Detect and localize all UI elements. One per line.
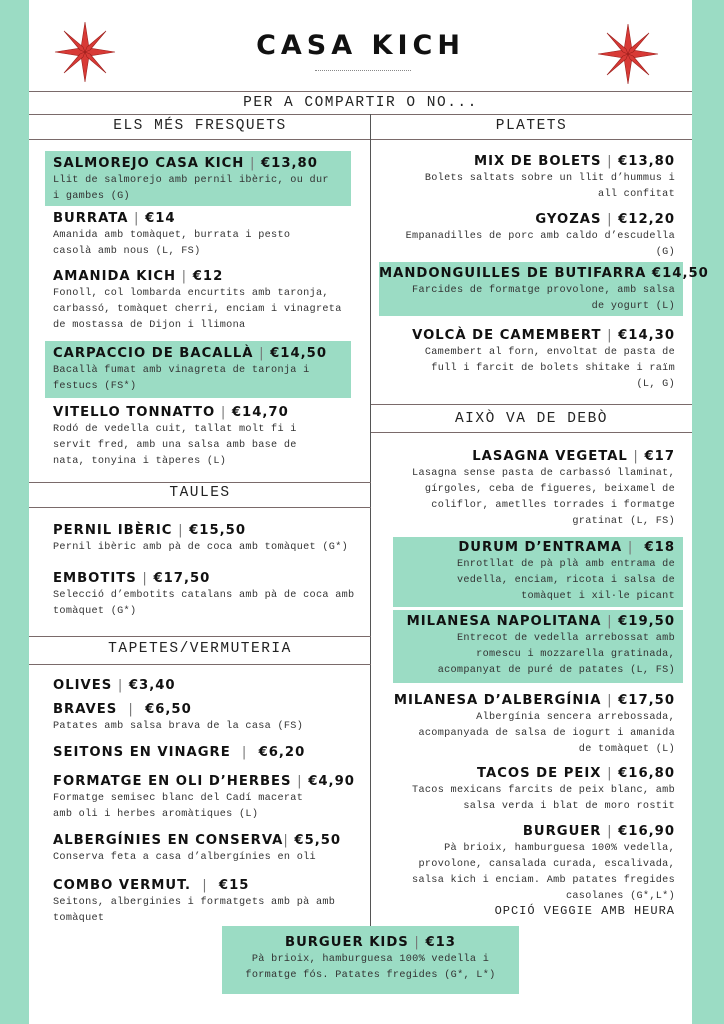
title-underline <box>315 70 411 71</box>
item-desc: Formatge semisec blanc del Cadí macerat amb oli i herbes aromàtiques (L) <box>53 793 304 820</box>
item-desc: Bolets saltats sobre un llit d’hummus i all confitat <box>424 173 675 200</box>
item-name: TACOS DE PEIX <box>477 766 602 781</box>
item-name: MILANESA D’ALBERGÍNIA <box>393 693 602 708</box>
divider <box>371 432 692 433</box>
item-desc: Lasagna sense pasta de carbassó llaminat, gírgoles, ceba de figueres, beixamel de coliflor, ametlles torrades i formatge gratinat (L, FS) <box>412 468 675 527</box>
section-title-debo: AIXÒ VA DE DEBÒ <box>454 411 609 427</box>
item-name: ALBERGÍNIES EN CONSERVA <box>53 833 284 848</box>
divider <box>29 636 371 637</box>
item-name: OLIVES <box>53 678 113 693</box>
item-price: €17,50 <box>153 571 211 586</box>
item-price: €4,90 <box>308 774 355 789</box>
menu-item-lasagna: LASAGNA VEGETAL | €17 Lasagna sense pasta de carbassó llaminat, gírgoles, ceba de figueres, beixamel de coliflor, ametlles torrades i formatge gratinat (L, FS) <box>384 448 675 530</box>
item-name: DURUM D’ENTRAMA <box>458 540 623 555</box>
menu-item-salmorejo: SALMOREJO CASA KICH | €13,80 Llit de salmorejo amb pernil ibèric, ou dur i gambes (G) <box>45 151 351 206</box>
item-name: LASAGNA VEGETAL <box>472 449 628 464</box>
menu-item-durum: DURUM D’ENTRAMA | €18 Enrotllat de pà plà amb entrama de vedella, enciam, ricota i salsa de tomàquet i xil·le picant <box>393 537 683 607</box>
menu-item-mandonguilles <box>379 262 709 316</box>
item-name: BRAVES <box>53 702 118 717</box>
item-name: VITELLO TONNATTO <box>53 405 216 420</box>
item-desc: Patates amb salsa brava de la casa (FS) <box>53 721 304 732</box>
item-desc: Amanida amb tomàquet, burrata i pesto casolà amb nous (L, FS) <box>53 230 291 257</box>
item-name: CARPACCIO DE BACALLÀ <box>53 346 254 361</box>
item-desc: Entrecot de vedella arrebossat amb romescu i mozzarella gratinada, acompanyat de puré de patates (L, FS) <box>437 633 675 676</box>
item-desc: Empanadilles de porc amb caldo d’escudella (G) <box>405 231 675 258</box>
item-price: €16,90 <box>618 824 675 839</box>
item-price: €14 <box>145 211 176 226</box>
item-desc: Farcides de formatge provolone, amb salsa de yogurt (L) <box>412 285 675 312</box>
item-desc: Seitons, alberginies i formatgets amb pà amb tomàquet <box>53 897 336 924</box>
restaurant-title: CASA KICH <box>256 30 465 61</box>
item-name: MIX DE BOLETS <box>473 154 602 169</box>
item-price: €13,80 <box>260 156 318 171</box>
item-price: €19,50 <box>618 614 675 629</box>
item-price: €3,40 <box>128 678 176 693</box>
menu-item-burrata: BURRATA | €14 Amanida amb tomàquet, burrata i pesto casolà amb nous (L, FS) <box>53 210 353 260</box>
item-desc: Llit de salmorejo amb pernil ibèric, ou dur i gambes (G) <box>53 175 329 202</box>
menu-item-formatge: FORMATGE EN OLI D’HERBES | €4,90 Formatge semisec blanc del Cadí macerat amb oli i herbes aromàtiques (L) <box>53 773 353 823</box>
menu-item-milanesa-albergínia: MILANESA D’ALBERGÍNIA | €17,50 Albergínia sencera arrebossada, acompanyada de salsa de iogurt i amanida de tomàquet (L) <box>384 692 675 758</box>
item-price: €14,50 <box>651 266 709 281</box>
item-price: €14,70 <box>231 405 289 420</box>
item-name: FORMATGE EN OLI D’HERBES <box>53 774 292 789</box>
menu-item-gyozas: GYOZAS | €12,20 Empanadilles de porc amb caldo d’escudella (G) <box>384 211 675 261</box>
section-title-taules: TAULES <box>169 485 231 501</box>
divider <box>29 139 692 140</box>
menu-item-pernil: PERNIL IBÈRIC | €15,50 Pernil ibèric amb pà de coca amb tomàquet (G*) <box>53 522 368 556</box>
item-name: BURGUER KIDS <box>285 935 409 950</box>
menu-item-tacos-peix: TACOS DE PEIX | €16,80 Tacos mexicans farcits de peix blanc, amb salsa verda i blat de moro rostit <box>384 765 675 815</box>
item-price: €14,50 <box>270 346 327 361</box>
item-desc: Tacos mexicans farcits de peix blanc, amb salsa verda i blat de moro rostit <box>412 785 675 812</box>
item-price: €15 <box>218 878 250 893</box>
menu-item-embotits: EMBOTITS | €17,50 Selecció d’embotits catalans amb pà de coca amb tomàquet (G*) <box>53 570 368 620</box>
item-price: €17 <box>644 449 675 464</box>
divider <box>371 404 692 405</box>
item-name: GYOZAS <box>535 212 602 227</box>
menu-item-burguer-kids: BURGUER KIDS | €13 Pà brioix, hamburguesa 100% vedella i formatge fós. Patates fregides (G*, L*) <box>222 926 519 994</box>
item-name: AMANIDA KICH <box>53 269 177 284</box>
menu-item-seitons: SEITONS EN VINAGRE | €6,20 <box>53 745 306 760</box>
divider <box>29 114 692 115</box>
divider <box>29 482 371 483</box>
item-price: €17,50 <box>618 693 675 708</box>
menu-item-combo-vermut: COMBO VERMUT. | €15 Seitons, alberginies i formatgets amb pà amb tomàquet <box>53 877 363 927</box>
item-desc: Bacallà fumat amb vinagreta de taronja i festucs (FS*) <box>53 365 310 392</box>
item-price: €14,30 <box>618 328 675 343</box>
item-desc: Albergínia sencera arrebossada, acompanyada de salsa de iogurt i amanida de tomàquet (L) <box>418 712 675 755</box>
item-desc: Enrotllat de pà plà amb entrama de vedella, enciam, ricota i salsa de tomàquet i xil·le picant <box>456 559 675 602</box>
item-name: SALMOREJO CASA KICH <box>53 156 245 171</box>
section-title-tapetes: TAPETES/VERMUTERIA <box>108 641 292 657</box>
menu-item-burguer: BURGUER | €16,90 Pà brioix, hamburguesa 100% vedella, provolone, cansalada curada, escalivada, salsa kich i enciam. Amb patates fregides casolanes (G*,L*) <box>384 823 675 905</box>
subtitle: PER A COMPARTIR O NO... <box>243 95 478 111</box>
item-price: €15,50 <box>189 523 247 538</box>
menu-item-braves: BRAVES | €6,50 Patates amb salsa brava de la casa (FS) <box>53 701 353 735</box>
item-name: VOLCÀ DE CAMEMBERT <box>412 328 602 343</box>
menu-item-olives: OLIVES | €3,40 <box>53 678 176 693</box>
menu-item-amanida-kich: AMANIDA KICH | €12 Fonoll, col lombarda encurtits amb taronja, carbassó, tomàquet cherri, enciam i vinagreta de mostassa de Dijon i llimona <box>53 268 363 334</box>
item-price: €16,80 <box>618 766 675 781</box>
item-price: €6,20 <box>258 745 306 760</box>
divider <box>29 91 692 92</box>
item-desc: Pernil ibèric amb pà de coca amb tomàquet (G*) <box>53 542 349 553</box>
item-price: €18 <box>644 540 675 555</box>
menu-item-volca-camembert: VOLCÀ DE CAMEMBERT | €14,30 Camembert al forn, envoltat de pasta de full i farcit de bolets shitake i raïm (L, G) <box>384 327 675 393</box>
section-title-fresquets: ELS MÉS FRESQUETS <box>113 118 287 134</box>
item-name: PERNIL IBÈRIC <box>53 523 173 538</box>
item-desc: Fonoll, col lombarda encurtits amb taronja, carbassó, tomàquet cherri, enciam i vinagreta de mostassa de Dijon i llimona <box>53 288 342 331</box>
menu-item-albergínies: ALBERGÍNIES EN CONSERVA| €5,50 Conserva feta a casa d’albergínies en oli <box>53 832 363 866</box>
menu-paper <box>29 0 709 1024</box>
item-price: €6,50 <box>145 702 192 717</box>
menu-item-vitello: VITELLO TONNATTO | €14,70 Rodó de vedella cuit, tallat molt fi i servit fred, amb una salsa amb base de nata, tonyina i tàperes (L) <box>53 404 353 470</box>
item-desc: Pà brioix, hamburguesa 100% vedella i formatge fós. Patates fregides (G*, L*) <box>245 954 496 981</box>
divider <box>29 664 371 665</box>
menu-item-carpaccio: CARPACCIO DE BACALLÀ | €14,50 Bacallà fumat amb vinagreta de taronja i festucs (FS*) <box>45 341 351 398</box>
divider <box>29 507 371 508</box>
item-desc: Selecció d’embotits catalans amb pà de coca amb tomàquet (G*) <box>53 590 355 617</box>
menu-item-mix-bolets: MIX DE BOLETS | €13,80 Bolets saltats sobre un llit d’hummus i all confitat <box>384 153 675 203</box>
item-name: SEITONS EN VINAGRE <box>53 745 231 760</box>
item-name: MANDONGUILLES DE BUTIFARRA <box>379 266 647 281</box>
item-price: €12,20 <box>618 212 675 227</box>
item-name: EMBOTITS <box>53 571 137 586</box>
item-price: €12 <box>192 269 224 284</box>
item-desc: Pà brioix, hamburguesa 100% vedella, provolone, cansalada curada, escalivada, salsa kich i enciam. Amb patates fregides casolanes (G*,L*) <box>412 843 675 902</box>
item-name: MILANESA NAPOLITANA <box>406 614 602 629</box>
item-desc: Rodó de vedella cuit, tallat molt fi i servit fred, amb una salsa amb base de nata, tonyina i tàperes (L) <box>53 424 297 467</box>
item-name: BURRATA <box>53 211 129 226</box>
item-price: €13,80 <box>618 154 675 169</box>
column-divider <box>370 114 371 926</box>
item-name: BURGUER <box>522 824 602 839</box>
item-desc: Conserva feta a casa d’albergínies en oli <box>53 852 316 863</box>
item-desc: Camembert al forn, envoltat de pasta de full i farcit de bolets shitake i raïm (L, G) <box>424 347 675 390</box>
item-name: COMBO VERMUT. <box>53 878 192 893</box>
menu-item-milanesa-napolitana: MILANESA NAPOLITANA | €19,50 Entrecot de vedella arrebossat amb romescu i mozzarella gratinada, acompanyat de puré de patates (L, FS) <box>393 610 683 683</box>
veggie-option-note: OPCIÓ VEGGIE AMB HEURA <box>494 904 675 918</box>
section-title-platets: PLATETS <box>495 118 568 134</box>
item-price: €13 <box>425 935 456 950</box>
item-price: €5,50 <box>294 833 342 848</box>
